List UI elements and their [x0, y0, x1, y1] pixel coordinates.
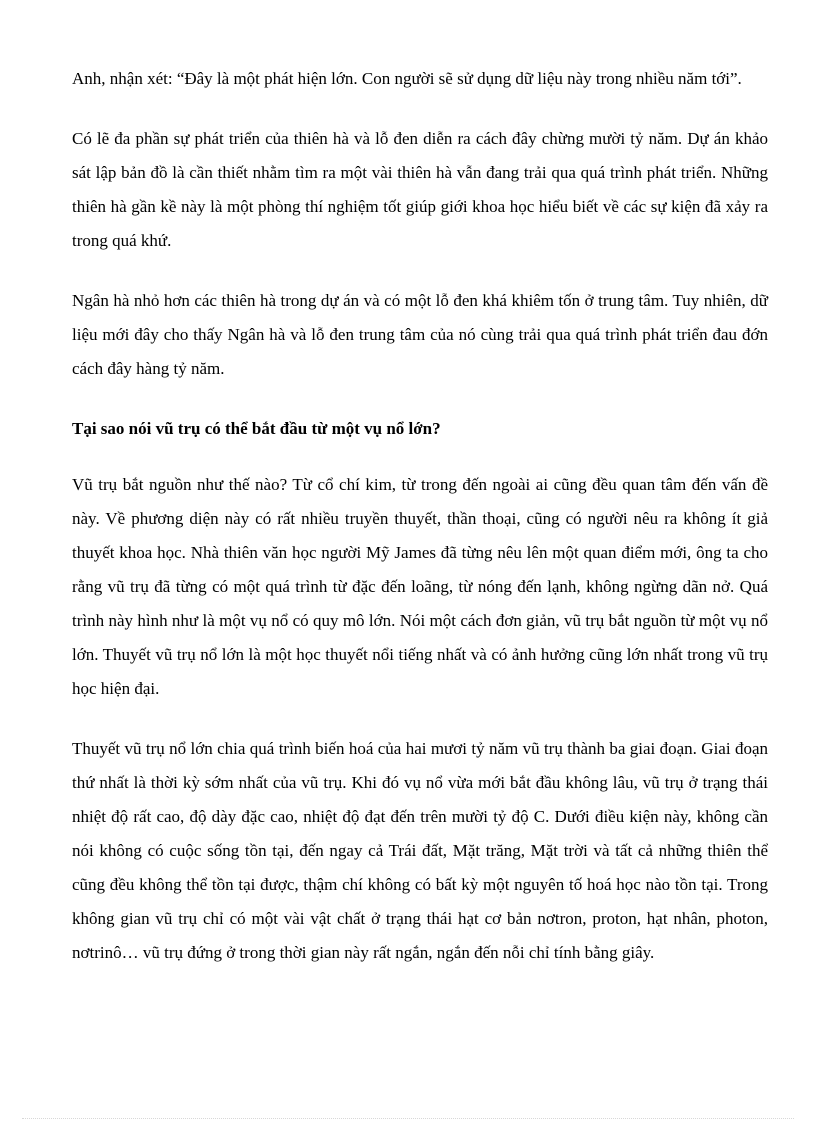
page-bottom-divider — [22, 1118, 794, 1119]
paragraph-big-bang-stages: Thuyết vũ trụ nổ lớn chia quá trình biến hoá của hai mươi tỷ năm vũ trụ thành ba giai đoạn. Giai đoạn thứ nhất là thời kỳ sớm nhất của vũ trụ. Khi đó vụ nổ vừa mới bắt đầu không lâu, vũ trụ ở trạng thái nhiệt độ rất cao, độ dày đặc cao, nhiệt độ đạt đến trên mười tỷ độ C. Dưới điều kiện này, không cần nói không có cuộc sống tồn tại, đến ngay cả Trái đất, Mặt trăng, Mặt trời và tất cả những thiên thể cũng đều không thể tồn tại được, thậm chí không có bất kỳ một nguyên tố hoá học nào tồn tại. Trong không gian vũ trụ chỉ có một vài vật chất ở trạng thái hạt cơ bản nơtron, proton, hạt nhân, photon, nơtrinô… vũ trụ đứng ở trong thời gian này rất ngắn, ngắn đến nỗi chỉ tính bằng giây. — [72, 739, 768, 962]
paragraph-milky-way: Ngân hà nhỏ hơn các thiên hà trong dự án và có một lỗ đen khá khiêm tốn ở trung tâm. Tuy nhiên, dữ liệu mới đây cho thấy Ngân hà và lỗ đen trung tâm của nó cùng trải qua quá trình phát triển đau đớn cách đây hàng tỷ năm. — [72, 291, 768, 378]
paragraph-quote: Anh, nhận xét: “Đây là một phát hiện lớn. Con người sẽ sử dụng dữ liệu này trong nhiều năm tới”. — [72, 69, 742, 88]
paragraph-galaxy-development: Có lẽ đa phần sự phát triển của thiên hà và lỗ đen diễn ra cách đây chừng mười tỷ năm. Dự án khảo sát lập bản đồ là cần thiết nhằm tìm ra một vài thiên hà vẫn đang trải qua quá trình phát triển. Những thiên hà gần kề này là một phòng thí nghiệm tốt giúp giới khoa học hiểu biết về các sự kiện đã xảy ra trong quá khứ. — [72, 129, 768, 250]
paragraph-universe-origin: Vũ trụ bắt nguồn như thế nào? Từ cổ chí kim, từ trong đến ngoài ai cũng đều quan tâm đến vấn đề này. Về phương diện này có rất nhiều truyền thuyết, thần thoại, cũng có người nêu ra không ít giả thuyết khoa học. Nhà thiên văn học người Mỹ James đã từng nêu lên một quan điểm mới, ông ta cho rằng vũ trụ đã từng có một quá trình từ đặc đến loãng, từ nóng đến lạnh, không ngừng dãn nở. Quá trình này hình như là một vụ nổ có quy mô lớn. Nói một cách đơn giản, vũ trụ bắt nguồn từ một vụ nổ lớn. Thuyết vũ trụ nổ lớn là một học thuyết nổi tiếng nhất và có ảnh hưởng cũng lớn nhất trong vũ trụ học hiện đại. — [72, 475, 768, 698]
section-heading: Tại sao nói vũ trụ có thể bắt đầu từ một vụ nổ lớn? — [72, 419, 441, 438]
document-body — [72, 62, 768, 996]
